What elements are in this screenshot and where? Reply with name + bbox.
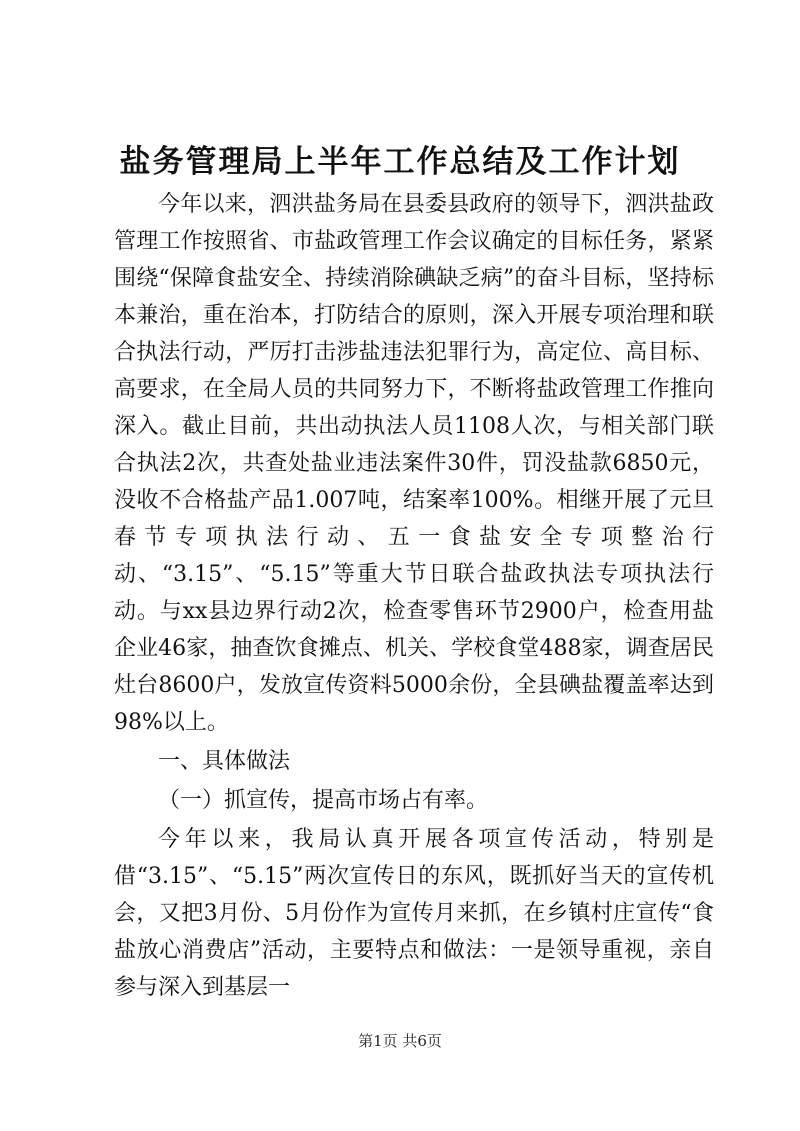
intro-paragraph: 今年以来，泗洪盐务局在县委县政府的领导下，泗洪盐政管理工作按照省、市盐政管理工作会议确定的目标任务，紧紧围绕“保障食盐安全、持续消除碘缺乏病”的奋斗目标，坚持标本兼治，重在治本，打防结合的原则，深入开展专项治理和联合执法行动，严厉打击涉盐违法犯罪行为，高定位、高目标、高要求，在全局人员的共同努力下，不断将盐政管理工作推向深入。截止目前，共出动执法人员1108人次，与相关部门联合执法2次，共查处盐业违法案件30件，罚没盐款6850元，没收不合格盐产品1.007吨，结案率100%。相继开展了元旦春节专项执法行动、五一食盐安全专项整治行动、“3.15”、“5.15”等重大节日联合盐政执法专项执法行动。与xx县边界行动2次，检查零售环节2900户，检查用盐企业46家，抽查饮食摊点、机关、学校食堂488家，调查居民灶台8600户，发放宣传资料5000余份，全县碘盐覆盖率达到98%以上。 bbox=[114, 192, 714, 735]
document-title: 盐务管理局上半年工作总结及工作计划 bbox=[119, 144, 681, 180]
subsection-heading: （一）抓宣传，提高市场占有率。 bbox=[158, 788, 489, 813]
section-heading: 一、具体做法 bbox=[158, 749, 291, 774]
publicity-paragraph: 今年以来，我局认真开展各项宣传活动，特别是借“3.15”、“5.15”两次宣传日的东风，既抓好当天的宣传机会，又把3月份、5月份作为宣传月来抓，在乡镇村庄宣传“食盐放心消费店”活动，主要特点和做法：一是领导重视，亲自参与深入到基层一 bbox=[114, 827, 714, 1000]
page-footer: 第1页 共6页 bbox=[358, 1032, 442, 1050]
document-body bbox=[114, 186, 714, 1006]
